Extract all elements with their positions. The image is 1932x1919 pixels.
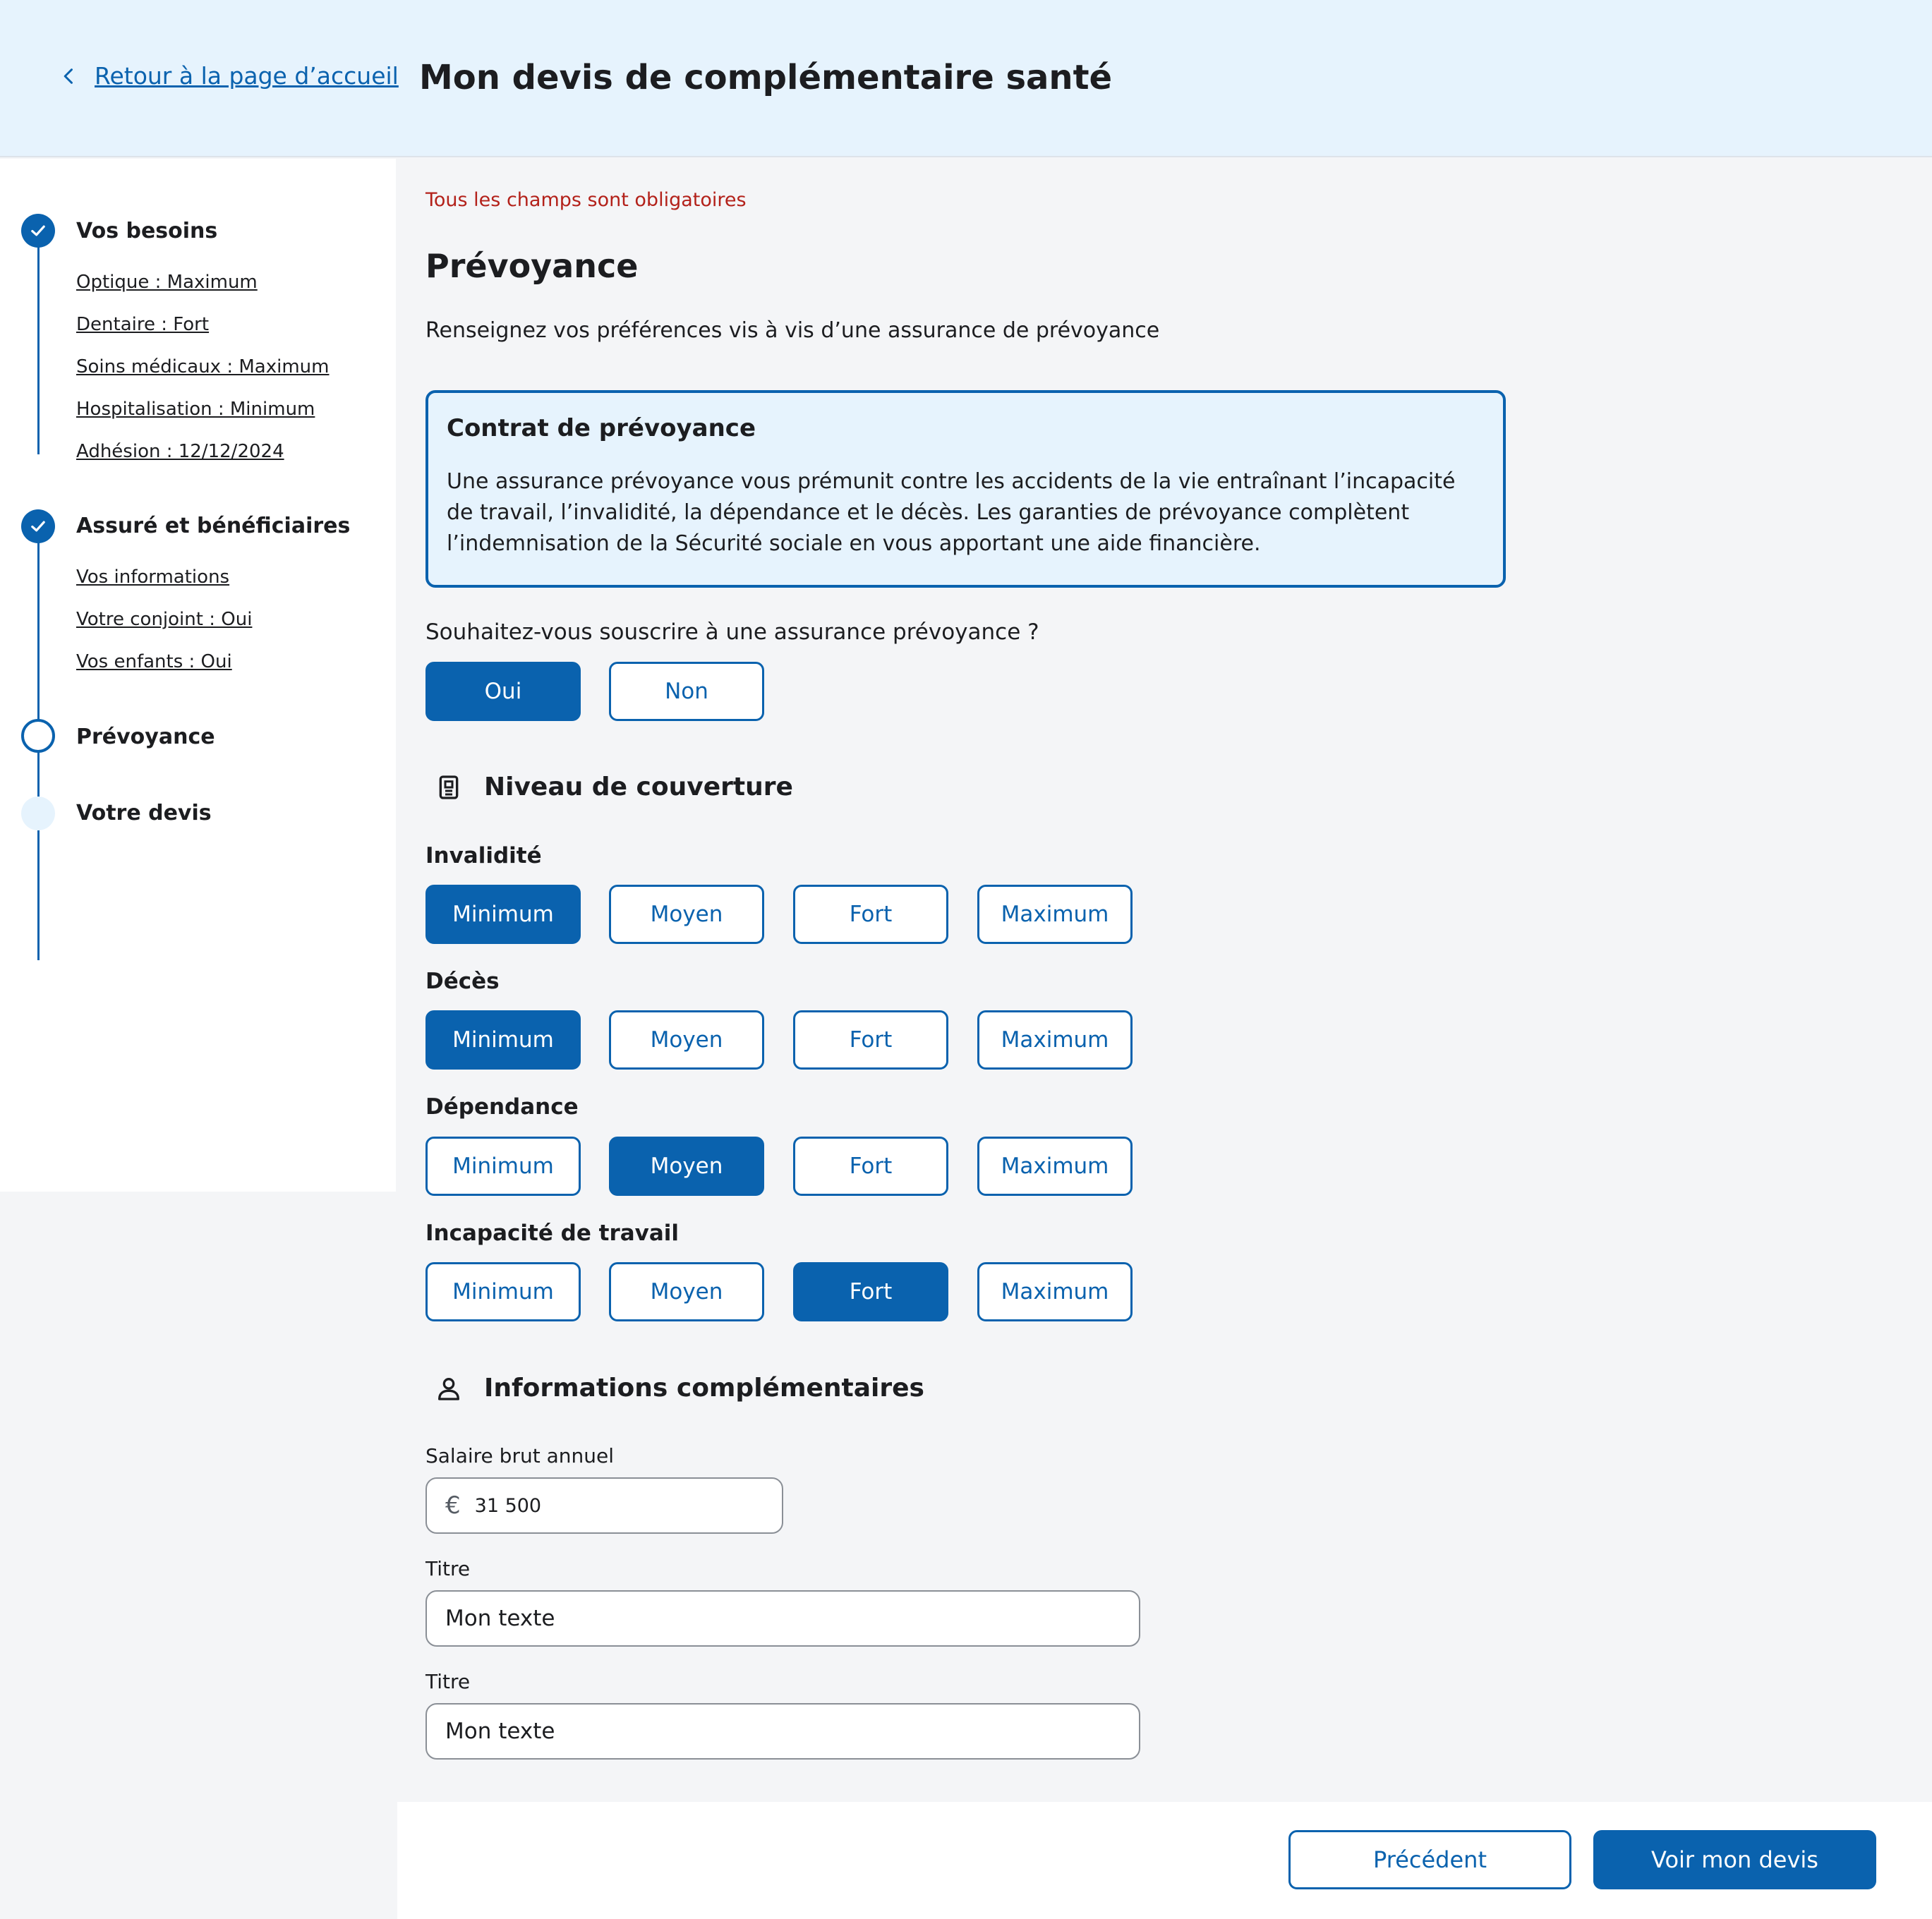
deces-fort-button[interactable]: Fort (793, 1010, 948, 1070)
invalidite-minimum-button[interactable]: Minimum (425, 885, 581, 944)
level-label-deces: Décès (425, 969, 500, 994)
stepper-sidebar (0, 159, 396, 1192)
info-box-text: Une assurance prévoyance vous prémunit contre les accidents de la vie entraînant l’incapacité de travail, l’invalidité, la dépendance et le décès. Les garanties de prévoyance complètent l’indemnisation de la Sécurité sociale en vous apportant une aide financière. (447, 469, 1456, 556)
chevron-left-icon (59, 66, 79, 86)
form-footer (397, 1802, 1932, 1919)
step-todo-icon (21, 797, 55, 830)
salary-value: 31 500 (474, 1494, 542, 1517)
back-to-home-link[interactable] (59, 62, 399, 90)
step-connector (37, 735, 40, 960)
info-box-title: Contrat de prévoyance (447, 414, 756, 442)
title2-input[interactable] (425, 1703, 1140, 1760)
coverage-heading-label: Niveau de couverture (484, 773, 793, 801)
document-icon (435, 773, 463, 801)
step-link-dentaire[interactable]: Dentaire : Fort (76, 314, 210, 335)
dependance-fort-button[interactable]: Fort (793, 1137, 948, 1196)
subscribe-question: Souhaitez-vous souscrire à une assurance prévoyance ? (425, 619, 1039, 645)
section-title: Prévoyance (425, 247, 639, 285)
invalidite-fort-button[interactable]: Fort (793, 885, 948, 944)
step-title-besoins: Vos besoins (76, 219, 218, 243)
step-title-devis: Votre devis (76, 801, 212, 825)
title2-label: Titre (425, 1670, 471, 1693)
user-icon (435, 1374, 463, 1403)
step-title-assure: Assuré et bénéficiaires (76, 514, 351, 538)
euro-icon: € (445, 1491, 461, 1520)
step-link-hospitalisation[interactable]: Hospitalisation : Minimum (76, 399, 315, 420)
step-link-soins[interactable]: Soins médicaux : Maximum (76, 356, 330, 377)
required-notice: Tous les champs sont obligatoires (425, 189, 747, 211)
no-button[interactable]: Non (609, 662, 764, 721)
yes-button[interactable]: Oui (425, 662, 581, 721)
step-current-icon (21, 719, 55, 753)
step-connector (37, 231, 40, 454)
coverage-heading (435, 773, 793, 801)
step-link-adhesion[interactable]: Adhésion : 12/12/2024 (76, 441, 284, 462)
deces-minimum-button[interactable]: Minimum (425, 1010, 581, 1070)
level-label-dependance: Dépendance (425, 1094, 579, 1120)
incapacite-minimum-button[interactable]: Minimum (425, 1262, 581, 1321)
step-connector (37, 526, 40, 735)
previous-button[interactable]: Précédent (1288, 1830, 1571, 1889)
checkmark-icon (28, 516, 48, 536)
salary-label: Salaire brut annuel (425, 1444, 614, 1467)
page-header (0, 0, 1932, 157)
step-done-icon (21, 214, 55, 248)
incapacite-fort-button[interactable]: Fort (793, 1262, 948, 1321)
page-title: Mon devis de complémentaire santé (419, 58, 1113, 97)
back-link-label: Retour à la page d’accueil (95, 62, 399, 90)
step-link-enfants[interactable]: Vos enfants : Oui (76, 651, 232, 672)
step-link-optique[interactable]: Optique : Maximum (76, 272, 258, 293)
checkmark-icon (28, 221, 48, 241)
title1-label: Titre (425, 1557, 471, 1580)
dependance-maximum-button[interactable]: Maximum (977, 1137, 1133, 1196)
view-quote-button[interactable]: Voir mon devis (1593, 1830, 1876, 1889)
dependance-moyen-button[interactable]: Moyen (609, 1137, 764, 1196)
salary-input[interactable] (425, 1477, 783, 1534)
level-label-incapacite: Incapacité de travail (425, 1221, 680, 1246)
title1-input[interactable] (425, 1590, 1140, 1647)
level-label-invalidite: Invalidité (425, 843, 542, 868)
extra-info-heading (435, 1374, 924, 1403)
step-done-icon (21, 509, 55, 543)
step-link-informations[interactable]: Vos informations (76, 567, 230, 588)
extra-info-heading-label: Informations complémentaires (484, 1374, 924, 1403)
step-link-conjoint[interactable]: Votre conjoint : Oui (76, 609, 253, 630)
incapacite-moyen-button[interactable]: Moyen (609, 1262, 764, 1321)
section-intro: Renseignez vos préférences vis à vis d’une assurance de prévoyance (425, 318, 1160, 343)
deces-moyen-button[interactable]: Moyen (609, 1010, 764, 1070)
invalidite-moyen-button[interactable]: Moyen (609, 885, 764, 944)
invalidite-maximum-button[interactable]: Maximum (977, 885, 1133, 944)
step-title-prevoyance: Prévoyance (76, 725, 215, 749)
incapacite-maximum-button[interactable]: Maximum (977, 1262, 1133, 1321)
dependance-minimum-button[interactable]: Minimum (425, 1137, 581, 1196)
info-box (425, 390, 1506, 588)
title2-value: Mon texte (445, 1719, 555, 1744)
deces-maximum-button[interactable]: Maximum (977, 1010, 1133, 1070)
title1-value: Mon texte (445, 1606, 555, 1631)
